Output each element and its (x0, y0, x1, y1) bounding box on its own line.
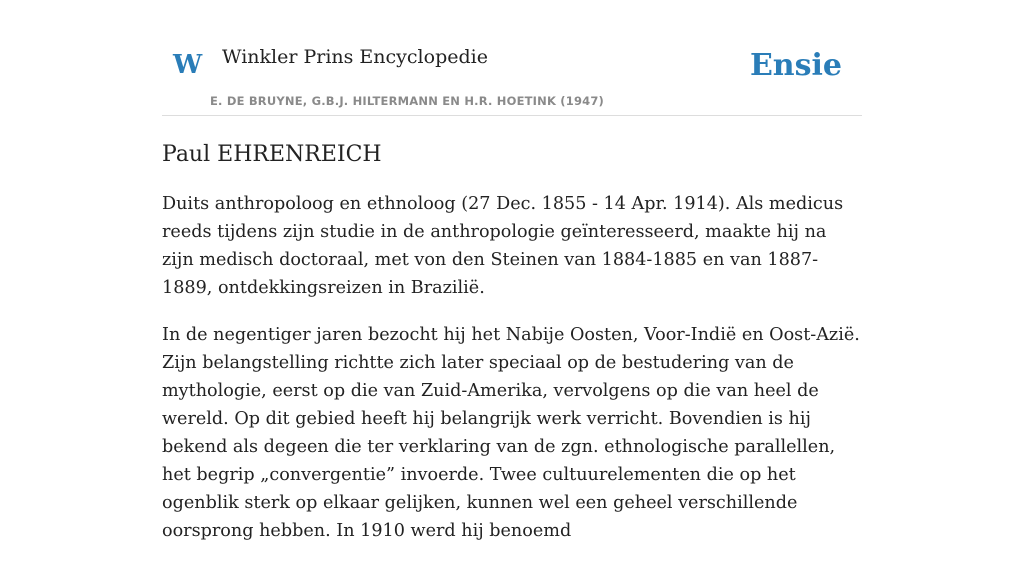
source-title-link[interactable]: Winkler Prins Encyclopedie (222, 46, 488, 68)
article-paragraph: Duits anthropoloog en ethnoloog (27 Dec. 1855 - 14 Apr. 1914). Als medicus reeds tijdens zijn studie in de anthropologie geïnteresseerd, maakte hij na zijn medisch doctoraal, met von den Steinen van 1884-1885 en van 1887-1889, ontdekkingsreizen in Brazilië. (162, 194, 844, 298)
article-paragraph: In de negentiger jaren bezocht hij het Nabije Oosten, Voor-Indië en Oost-Azië. Zijn belangstelling richtte zich later speciaal op de bestudering van de mythologie, eerst op die van Zuid-Amerika, vervolgens op die van heel de wereld. Op dit gebied heeft hij belangrijk werk verricht. Bovendien is hij bekend als degeen die ter verklaring van de zgn. ethnologische parallellen, het begrip „convergentie” invoerde. Twee cultuurelementen die op het ogenblik sterk op elkaar gelijken, kunnen wel een geheel verschillende oorsprong hebben. In 1910 werd hij benoemd (162, 325, 860, 541)
source-logo[interactable]: W (173, 50, 203, 80)
source-header (162, 0, 862, 116)
article-body (162, 140, 862, 564)
article-title: Paul EHRENREICH (162, 142, 382, 167)
ensie-logo[interactable]: Ensie (749, 48, 842, 83)
source-authors: E. DE BRUYNE, G.B.J. HILTERMANN EN H.R. HOETINK (1947) (210, 94, 605, 108)
